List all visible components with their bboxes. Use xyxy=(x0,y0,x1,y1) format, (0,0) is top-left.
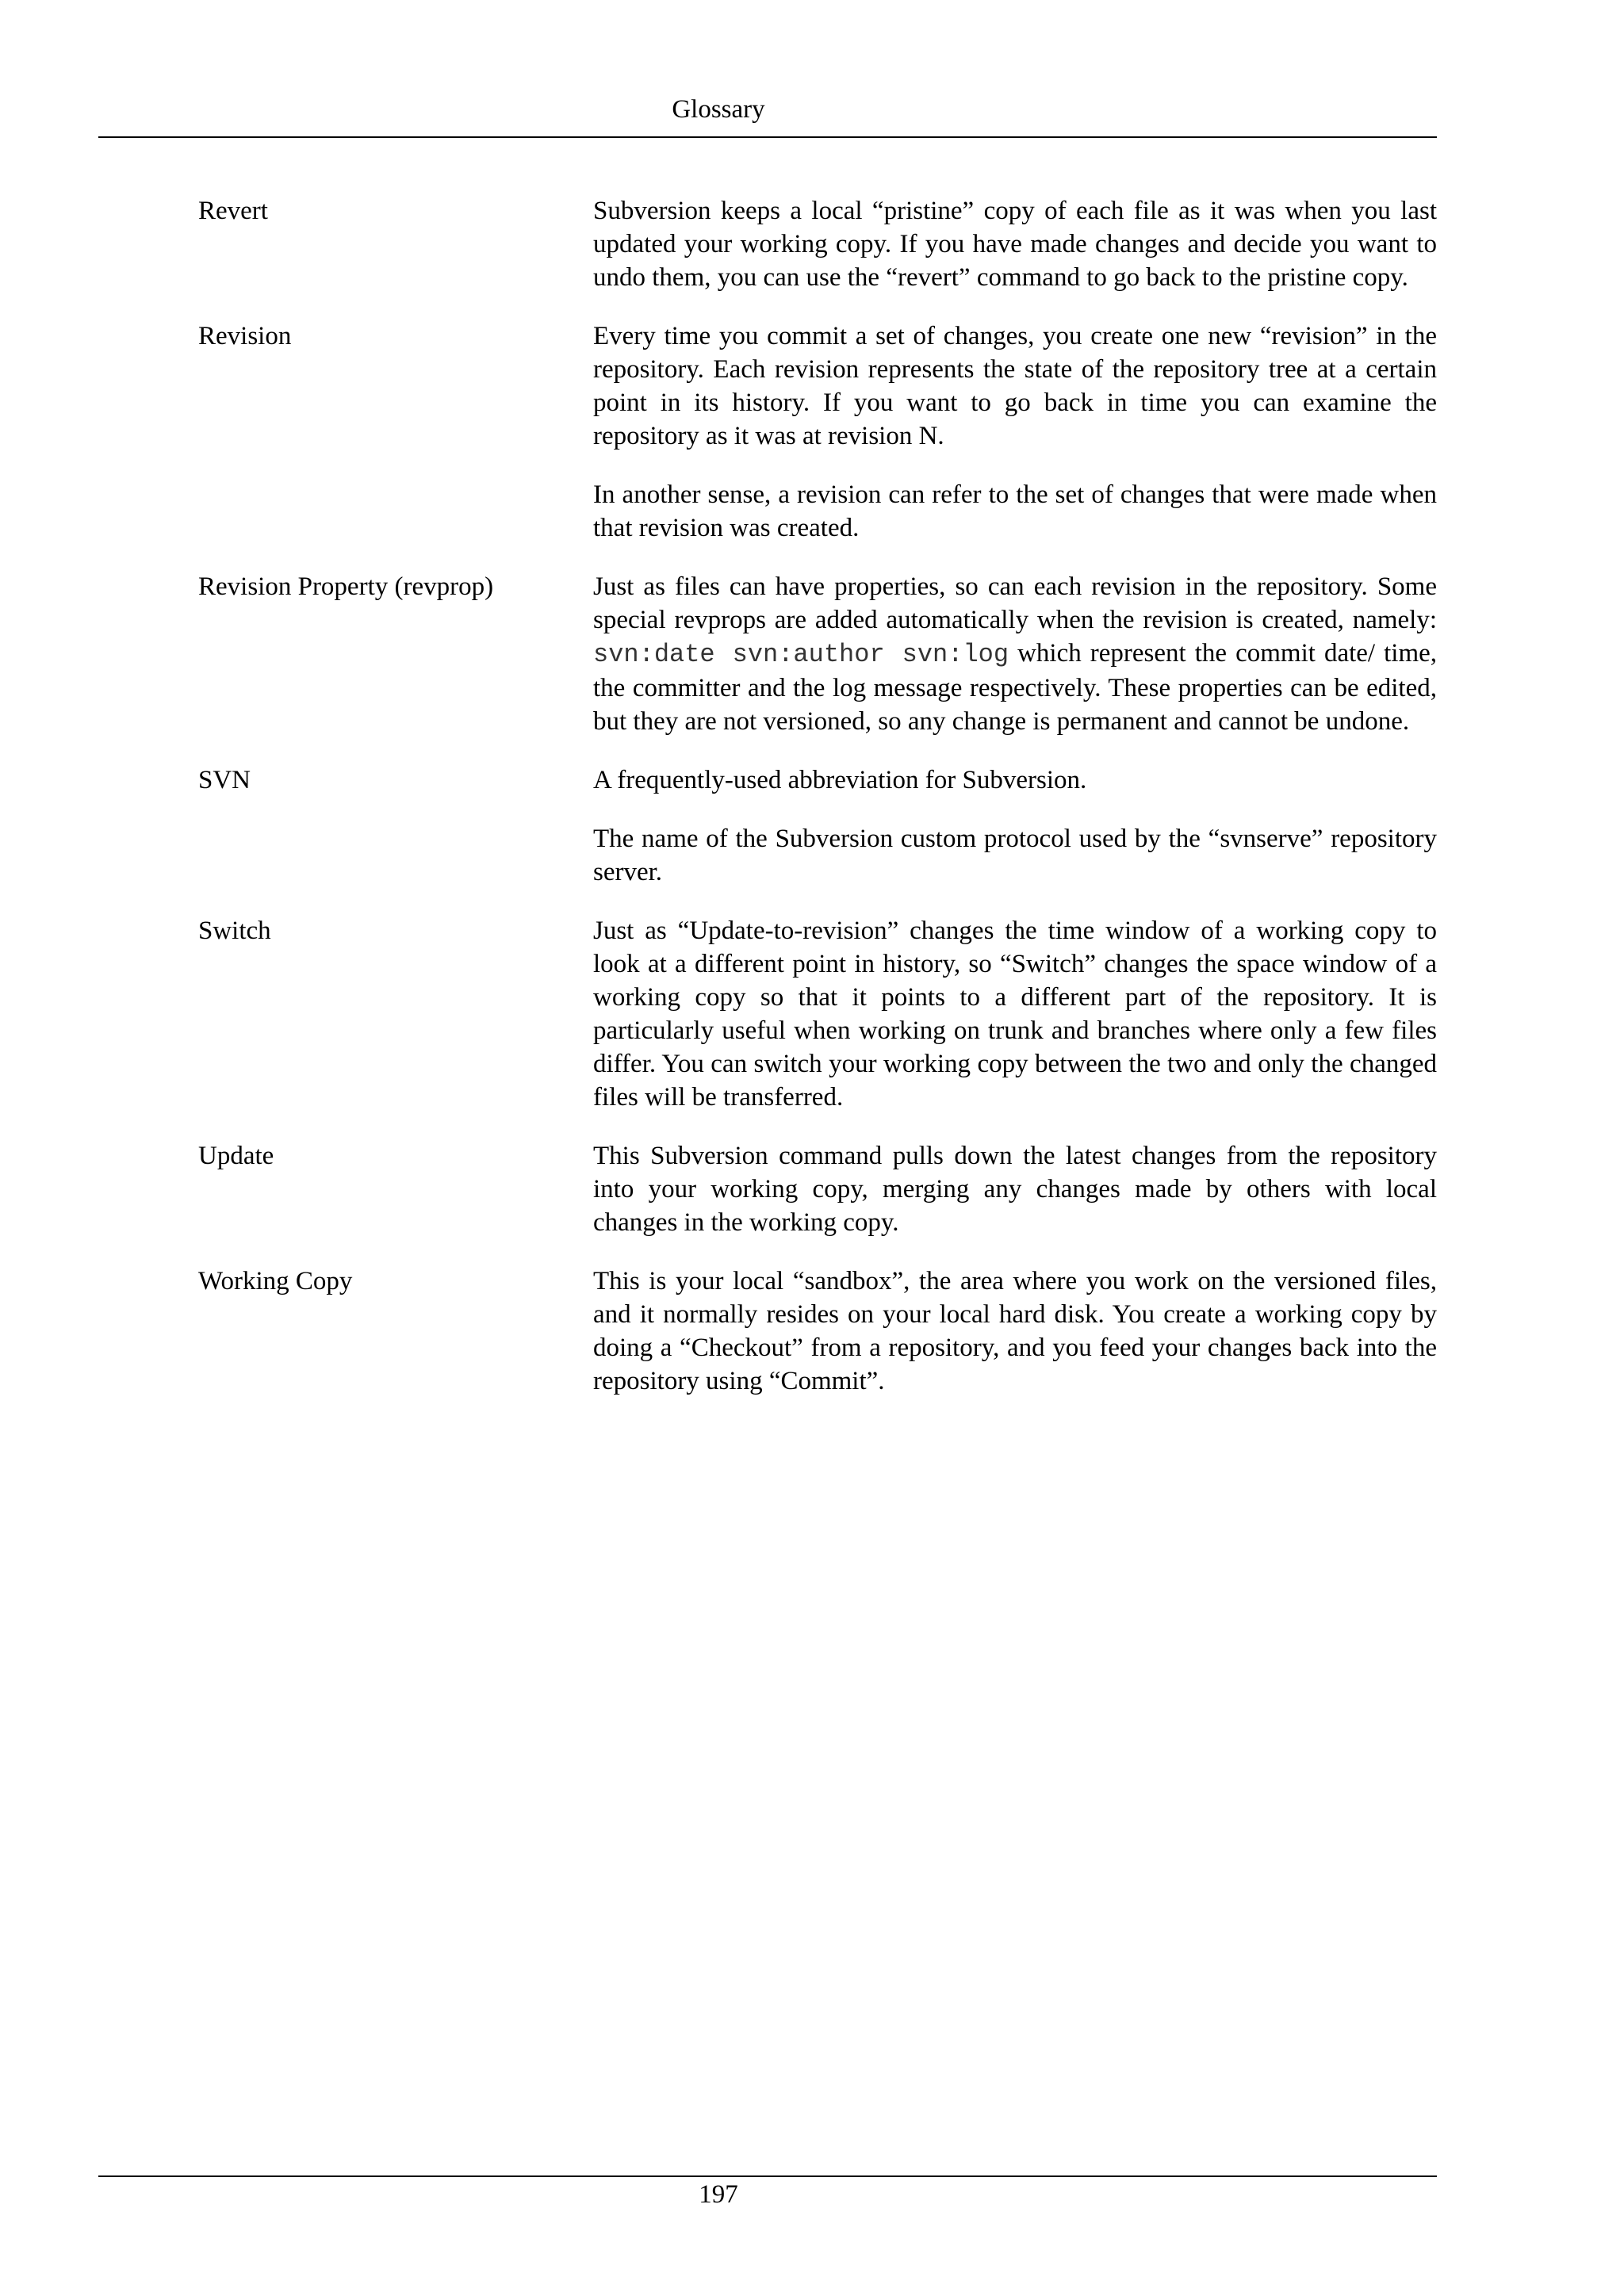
glossary-list xyxy=(198,194,1437,1423)
glossary-entry xyxy=(198,194,1437,294)
paragraph-text: Just as files can have properties, so can each revision in the repository. Some special revprops are added automatically when the revision is created, namely: xyxy=(593,572,1437,634)
glossary-definition xyxy=(593,763,1437,889)
glossary-definition xyxy=(593,1265,1437,1398)
glossary-definition xyxy=(593,570,1437,738)
paragraph-text: which represent the commit date/ time, the committer and the log message respectively. These properties can be edited, but they are not versioned, so any change is permanent and cannot be undone. xyxy=(593,639,1438,736)
definition-paragraph: Subversion keeps a local “pristine” copy of each file as it was when you last updated your working copy. If you have made changes and decide you want to undo them, you can use the “revert” command to go back to the pristine copy. xyxy=(593,197,1437,292)
glossary-definition xyxy=(593,914,1437,1114)
definition-paragraph: This Subversion command pulls down the latest changes from the repository into your working copy, merging any changes made by others with local changes in the working copy. xyxy=(593,1142,1437,1237)
glossary-term: SVN xyxy=(198,766,251,794)
running-header: Glossary xyxy=(672,95,765,124)
header-rule xyxy=(98,136,1437,138)
glossary-entry xyxy=(198,1139,1437,1239)
glossary-entry xyxy=(198,763,1437,889)
glossary-entry xyxy=(198,320,1437,545)
glossary-definition xyxy=(593,194,1437,294)
glossary-term: Switch xyxy=(198,916,271,945)
code-literal: svn:date svn:author svn:log xyxy=(593,640,1009,669)
definition-paragraph: The name of the Subversion custom protocol used by the “svnserve” repository server. xyxy=(593,825,1437,886)
glossary-definition xyxy=(593,1139,1437,1239)
definition-paragraph: In another sense, a revision can refer to the set of changes that were made when that revision was created. xyxy=(593,480,1437,542)
glossary-term: Revert xyxy=(198,197,268,225)
glossary-term: Update xyxy=(198,1142,274,1170)
definition-paragraph: Just as “Update-to-revision” changes the time window of a working copy to look at a different point in history, so “Switch” changes the space window of a working copy so that it points to a different part of the repository. It is particularly useful when working on trunk and branches where only a few files differ. You can switch your working copy between the two and only the changed files will be transferred. xyxy=(593,916,1437,1112)
glossary-entry xyxy=(198,914,1437,1114)
definition-paragraph xyxy=(593,570,1437,738)
glossary-term: Revision Property (revprop) xyxy=(198,572,494,601)
glossary-entry xyxy=(198,570,1437,738)
definition-paragraph: Every time you commit a set of changes, you create one new “revision” in the repository. Each revision represents the state of the repository tree at a certain point in its history. If you want to go back in time you can examine the repository as it was at revision N. xyxy=(593,322,1437,450)
glossary-definition xyxy=(593,320,1437,545)
page-number: 197 xyxy=(699,2180,738,2209)
glossary-term: Working Copy xyxy=(198,1267,353,1295)
footer-rule xyxy=(98,2175,1437,2177)
glossary-term: Revision xyxy=(198,322,292,350)
glossary-entry xyxy=(198,1265,1437,1398)
definition-paragraph: This is your local “sandbox”, the area where you work on the versioned files, and it normally resides on your local hard disk. You create a working copy by doing a “Checkout” from a repository, and you feed your changes back into the repository using “Commit”. xyxy=(593,1267,1437,1395)
definition-paragraph: A frequently-used abbreviation for Subversion. xyxy=(593,766,1087,794)
